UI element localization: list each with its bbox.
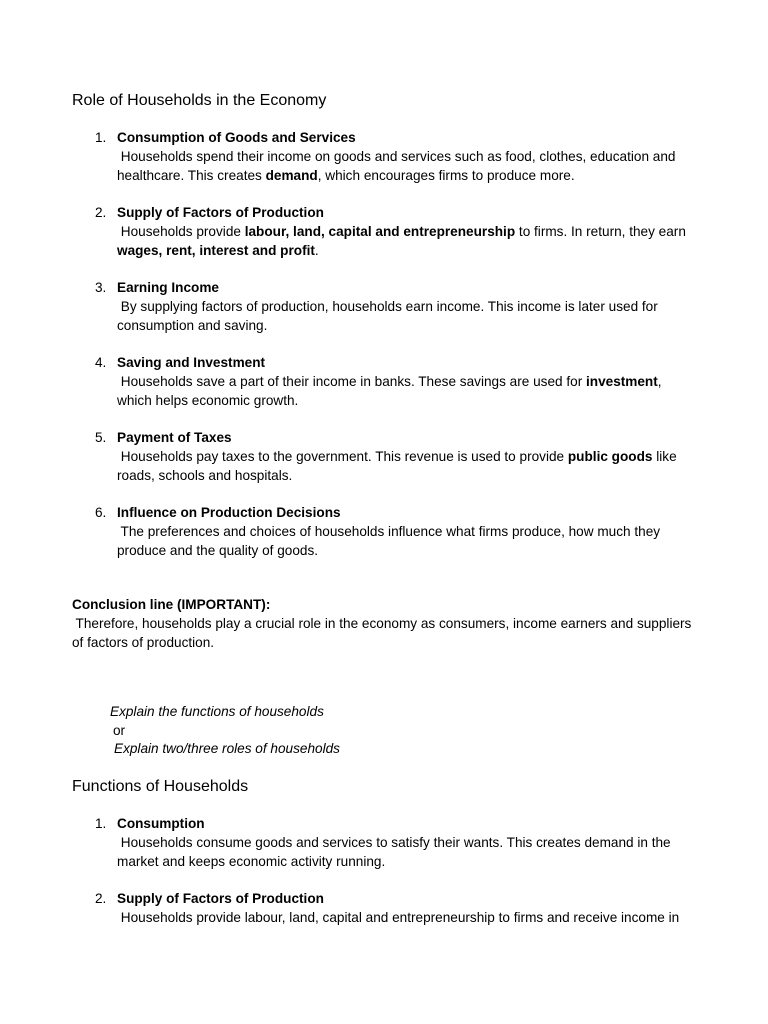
prompt-line-functions: Explain the functions of households	[110, 704, 324, 719]
list-item-body	[117, 223, 700, 261]
body-text: Households provide labour, land, capital and entrepreneurship to firms and receive income in	[120, 909, 680, 925]
list-item-body	[117, 834, 700, 872]
list-item	[72, 204, 700, 260]
conclusion-title: Conclusion line (IMPORTANT):	[72, 597, 271, 612]
list-item-title: Supply of Factors of Production	[117, 204, 324, 220]
list-item-body	[117, 909, 700, 928]
prompt-line-roles: Explain two/three roles of households	[114, 741, 340, 757]
list-item	[72, 129, 700, 185]
list-item-title: Saving and Investment	[117, 354, 266, 370]
body-text: .	[314, 242, 319, 258]
list-item	[72, 504, 700, 560]
list-item-number: 5.	[95, 429, 107, 445]
list-item-number: 6.	[95, 504, 107, 520]
list-item-number: 2.	[95, 204, 107, 220]
list-item	[72, 279, 700, 335]
body-text: , which encourages firms to produce more.	[317, 167, 575, 183]
list-item-number: 1.	[95, 130, 107, 145]
roles-list	[72, 129, 700, 579]
body-text: Households save a part of their income in banks. These savings are used for	[120, 373, 586, 389]
list-item-number: 4.	[95, 354, 107, 370]
list-item-body	[117, 298, 700, 336]
body-text: Households provide	[120, 223, 245, 239]
list-item-title: Supply of Factors of Production	[117, 890, 324, 906]
list-item-body	[117, 373, 700, 411]
emphasis-text: public goods	[567, 448, 653, 464]
list-item-title: Consumption of Goods and Services	[117, 130, 356, 145]
list-item-title: Earning Income	[117, 279, 219, 295]
list-item-body	[117, 148, 700, 186]
exam-prompt	[110, 703, 340, 759]
list-item	[72, 890, 700, 928]
list-item	[72, 429, 700, 485]
list-item-body	[117, 448, 700, 486]
list-item-title: Influence on Production Decisions	[117, 504, 341, 520]
body-text: Households pay taxes to the government. This revenue is used to provide	[120, 448, 568, 464]
prompt-or: or	[113, 722, 126, 738]
body-text: The preferences and choices of households influence what firms produce, how much they produce and the quality of goods.	[117, 523, 661, 558]
emphasis-text: wages, rent, interest and profit	[117, 242, 315, 258]
body-text: to firms. In return, they earn	[515, 223, 686, 239]
list-item-number: 2.	[95, 890, 107, 906]
emphasis-text: demand	[265, 167, 318, 183]
body-text: Households spend their income on goods and services such as food, clothes, education and healthcare. This creates	[117, 148, 676, 183]
list-item-body	[117, 523, 700, 561]
list-item-number: 3.	[95, 279, 107, 295]
body-text: , which helps economic growth.	[117, 373, 662, 408]
conclusion-text: Therefore, households play a crucial role in the economy as consumers, income earners and suppliers of factors of production.	[72, 615, 692, 650]
conclusion-block	[72, 596, 700, 652]
functions-list	[72, 815, 700, 946]
list-item	[72, 815, 700, 871]
section-heading-functions: Functions of Households	[72, 778, 249, 795]
body-text: By supplying factors of production, households earn income. This income is later used for consumption and saving.	[117, 298, 658, 333]
list-item-title: Consumption	[117, 816, 205, 831]
list-item	[72, 354, 700, 410]
list-item-number: 1.	[95, 816, 107, 831]
body-text: like roads, schools and hospitals.	[117, 448, 677, 483]
emphasis-text: investment	[586, 373, 658, 389]
section-heading-roles: Role of Households in the Economy	[72, 92, 327, 109]
body-text: Households consume goods and services to satisfy their wants. This creates demand in the market and keeps economic activity running.	[117, 834, 671, 869]
emphasis-text: labour, land, capital and entrepreneurship	[244, 223, 516, 239]
list-item-title: Payment of Taxes	[117, 429, 232, 445]
